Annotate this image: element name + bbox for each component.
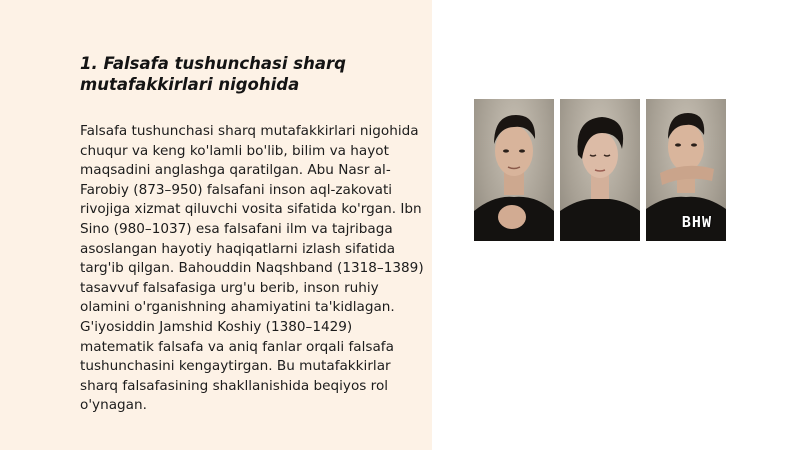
photo-panel-right bbox=[646, 99, 726, 241]
photo-panel-middle bbox=[560, 99, 640, 241]
portrait-man-left bbox=[474, 99, 554, 241]
portrait-woman-middle bbox=[560, 99, 640, 241]
slide-body-text: Falsafa tushunchasi sharq mutafakkirlari nigohida chuqur va keng ko'lamli bo'lib, bilim va hayot maqsadini anglashga qaratilgan. Abu Nasr al-Farobiy (873–950) falsafani inson aql-zakovati rivojiga xizmat qiluvchi vosita sifatida ko'rgan. Ibn Sino (980–1037) esa falsafani ilm va tajribaga asoslangan hayotiy haqiqatlarni izlash sifatida targ'ib qilgan. Bahouddin Naqshband (1318–1389) tasavvuf falsafasiga urg'u berib, inson ruhiy olamini o'rganishning ahamiyatini ta'kidlagan. G'iyosiddin Jamshid Koshiy (1380–1429) matematik falsafa va aniq fanlar orqali falsafa tushunchasini kengaytirgan. Bu mutafakkirlar sharq falsafasining shakllanishida beqiyos rol o'ynagan. bbox=[80, 123, 424, 414]
photo-panel-left bbox=[474, 99, 554, 241]
band-photo bbox=[474, 99, 728, 241]
band-logo: BHW bbox=[681, 213, 712, 231]
slide-title: 1. Falsafa tushunchasi sharq mutafakkirlari nigohida bbox=[80, 54, 346, 94]
